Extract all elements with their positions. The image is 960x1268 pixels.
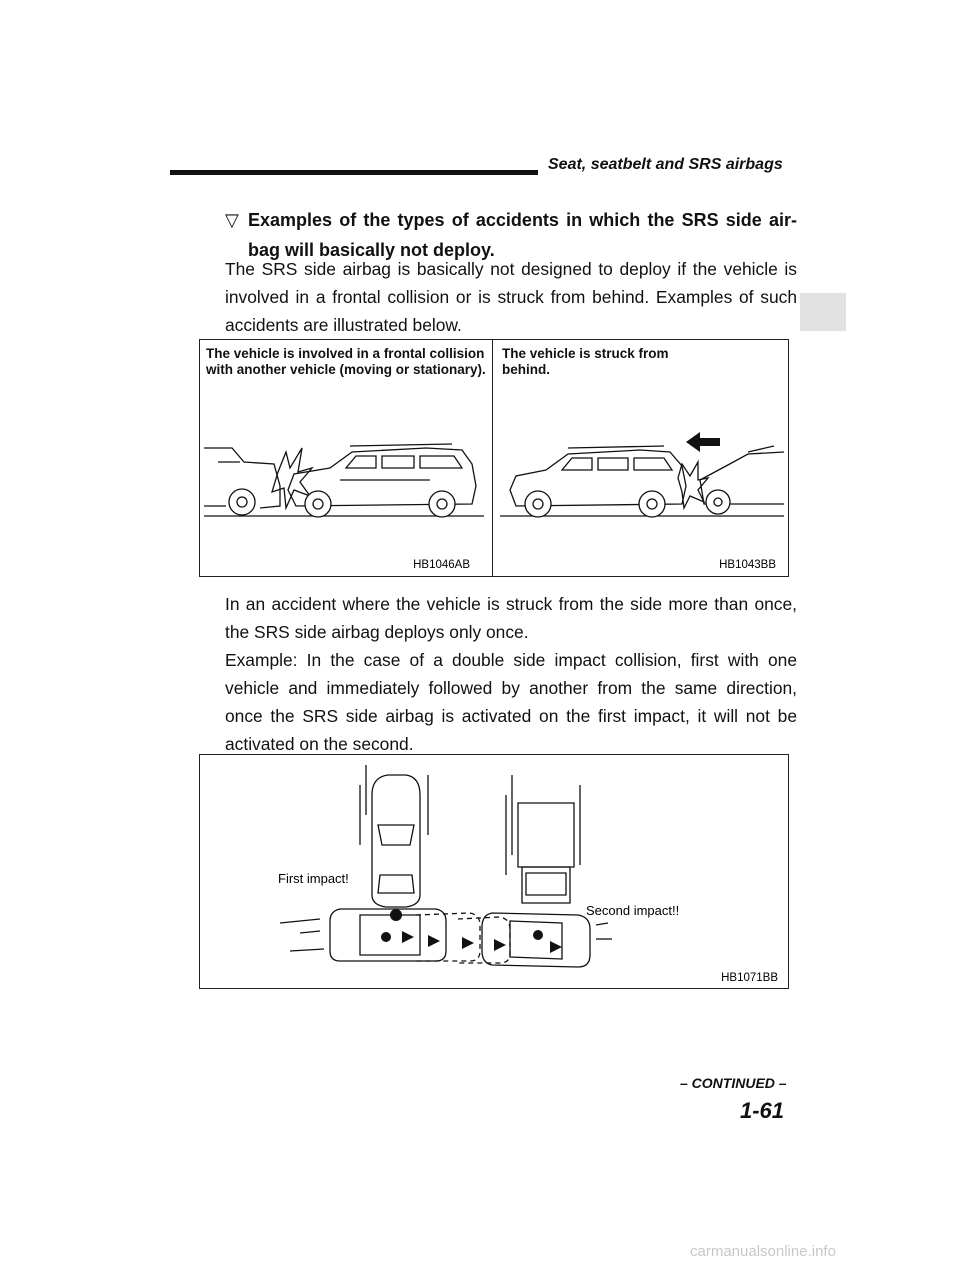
body-paragraph-2: Example: In the case of a double side impact collision, first with one vehicle and immediately followed by another from the same direction, once the SRS side airbag is activated on the first impact, it will not be activated on the second. [225,650,797,754]
collision-illustration-1 [200,340,788,576]
running-header: Seat, seatbelt and SRS airbags [548,156,783,173]
collision-illustration-2 [200,755,788,988]
body-paragraph-1: In an accident where the vehicle is struck from the side more than once, the SRS side airbag deploys only once. [225,594,797,642]
section-heading-text: Examples of the types of accidents in which the SRS side air-bag will basically not deploy. [248,210,797,260]
impact-direction-arrow-icon [686,432,720,452]
figure-frontal-rear [199,339,789,577]
figure-code: HB1071BB [721,972,778,984]
second-impact-label: Second impact!! [586,903,680,918]
chapter-tab [800,293,846,331]
page-number: 1-61 [740,1098,785,1123]
intro-paragraph: The SRS side airbag is basically not designed to deploy if the vehicle is involved in a frontal collision or is struck from behind. Examples of such accidents are illustrated below. [225,259,797,335]
figure-double-side-impact [199,754,789,989]
watermark: carmanualsonline.info [690,1243,836,1260]
figure-code-left: HB1046AB [413,559,470,571]
caption-frontal: The vehicle is involved in a frontal collision with another vehicle (moving or stationary). [206,346,486,377]
caption-rear: The vehicle is struck from behind. [502,346,669,377]
triangle-bullet-icon: ▽ [225,210,239,230]
continued-marker: – CONTINUED – [680,1075,787,1091]
figure-code-right: HB1043BB [719,559,776,571]
first-impact-label: First impact! [278,871,349,886]
header-rule [170,170,538,175]
